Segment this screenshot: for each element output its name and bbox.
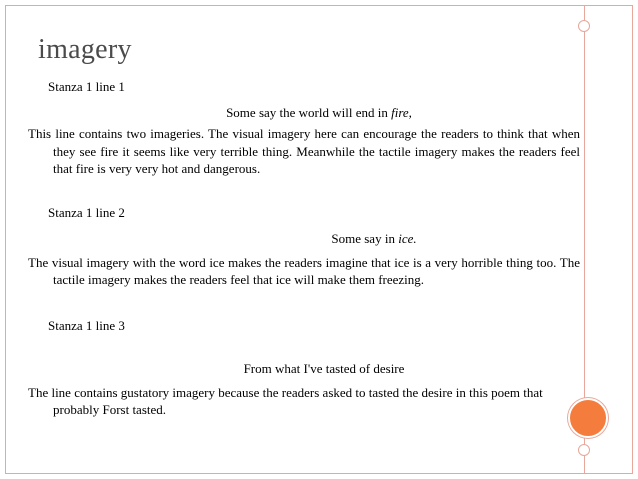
decorative-circle-top — [578, 20, 590, 32]
stanza-label-2: Stanza 1 line 2 — [48, 204, 125, 220]
stanza-label-1: Stanza 1 line 1 — [48, 79, 125, 94]
slide-title: imagery — [38, 34, 132, 65]
poem-quote-2-italic: ice. — [398, 231, 417, 246]
poem-quote-1-text: Some say the world will end in — [226, 104, 392, 120]
explanation-3: The line contains gustatory imagery because the readers asked to tasted the desire in this poem that probably Forst tasted. — [28, 384, 543, 417]
poem-quote-1 — [28, 104, 580, 122]
poem-quote-3 — [28, 360, 580, 378]
poem-quote-2 — [28, 230, 580, 248]
explanation-1: This line contains two imageries. The visual imagery here can encourage the readers to think that when they see fire it seems like very terrible thing. Meanwhile the tactile imagery makes the readers feel that fire is very very hot and dangerous. — [28, 126, 580, 176]
explanation-2: The visual imagery with the word ice makes the readers imagine that ice is a very horrible thing too. The tactile imagery makes the readers feel that ice will make them freezing. — [28, 254, 580, 287]
poem-quote-1-italic: fire, — [391, 104, 412, 120]
stanza-label-3: Stanza 1 line 3 — [48, 317, 125, 333]
poem-quote-3-text: From what I've tasted of desire — [243, 361, 405, 376]
poem-quote-2-text: Some say in — [331, 231, 399, 246]
decorative-circle-bottom — [578, 444, 590, 456]
slide-body — [28, 78, 580, 419]
